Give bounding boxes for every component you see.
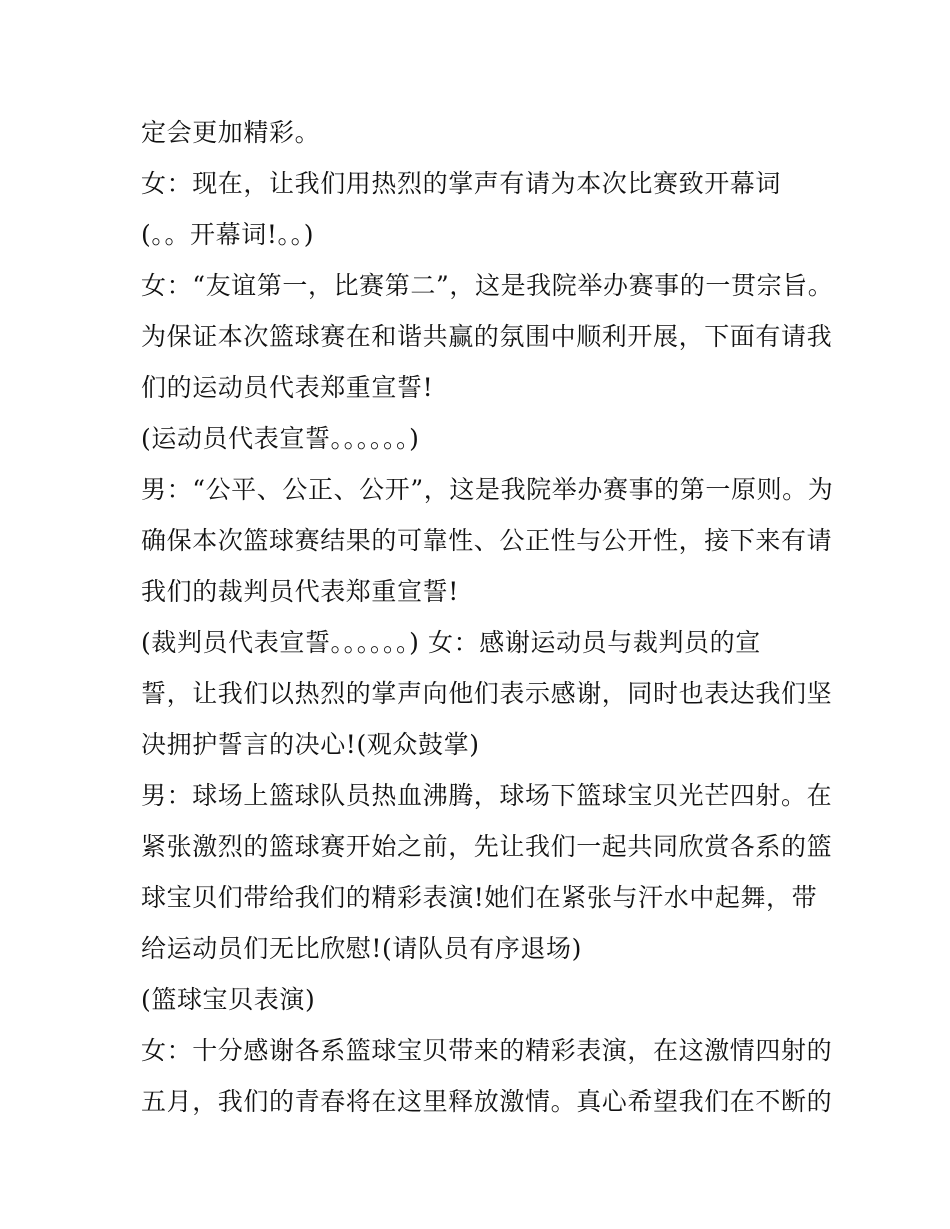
text-line: 五月，我们的青春将在这里释放激情。真心希望我们在不断的 <box>141 1087 833 1116</box>
text-line: 女：十分感谢各系篮球宝贝带来的精彩表演，在这激情四射的 <box>141 1036 833 1065</box>
text-line: 紧张激烈的篮球赛开始之前，先让我们一起共同欣赏各系的篮 <box>141 832 833 861</box>
text-line: 给运动员们无比欣慰!(请队员有序退场) <box>141 934 582 963</box>
text-line: 为保证本次篮球赛在和谐共赢的氛围中顺利开展，下面有请我 <box>141 322 833 351</box>
text-line: (。。开幕词!。。) <box>141 220 315 249</box>
text-line: 誓，让我们以热烈的掌声向他们表示感谢，同时也表达我们坚 <box>141 679 833 708</box>
text-line: 们的运动员代表郑重宣誓! <box>141 373 434 402</box>
text-line: (裁判员代表宣誓。。。。。。) 女：感谢运动员与裁判员的宣 <box>141 628 761 657</box>
text-line: 女：“友谊第一，比赛第二”，这是我院举办赛事的一贯宗旨。 <box>141 271 834 300</box>
text-line: 定会更加精彩。 <box>141 118 321 147</box>
text-line: 男：球场上篮球队员热血沸腾，球场下篮球宝贝光芒四射。在 <box>141 781 833 810</box>
text-line: (篮球宝贝表演) <box>141 985 316 1014</box>
text-line: (运动员代表宣誓。。。。。。) <box>141 424 420 453</box>
document-body <box>141 107 834 1127</box>
text-line: 男：“公平、公正、公开”，这是我院举办赛事的第一原则。为 <box>141 475 834 504</box>
text-line: 女：现在，让我们用热烈的掌声有请为本次比赛致开幕词 <box>141 169 782 198</box>
text-line: 确保本次篮球赛结果的可靠性、公正性与公开性，接下来有请 <box>141 526 833 555</box>
text-line: 决拥护誓言的决心!(观众鼓掌) <box>141 730 480 759</box>
text-line: 我们的裁判员代表郑重宣誓! <box>141 577 459 606</box>
text-line: 球宝贝们带给我们的精彩表演!她们在紧张与汗水中起舞，带 <box>141 883 818 912</box>
